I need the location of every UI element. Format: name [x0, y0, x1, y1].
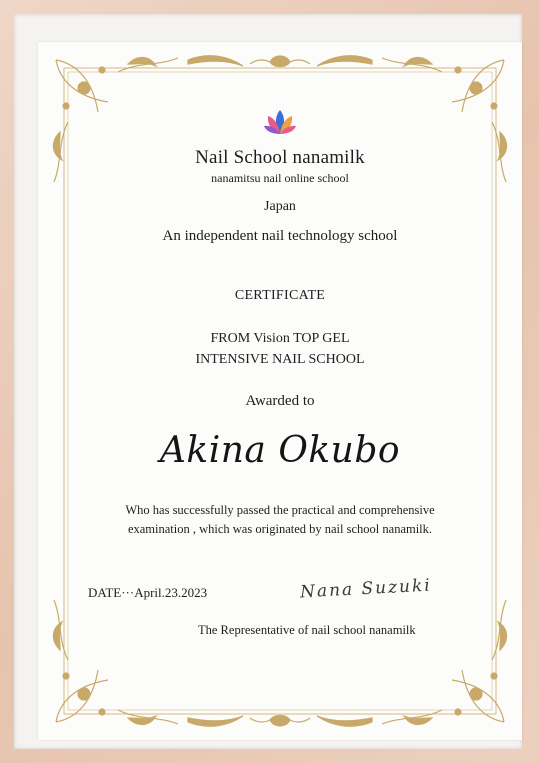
from-line-1: FROM Vision TOP GEL — [210, 331, 350, 346]
from-line-2: INTENSIVE NAIL SCHOOL — [195, 352, 365, 367]
awarded-to-label: Awarded to — [245, 393, 315, 409]
school-name: Nail School nanamilk — [195, 147, 365, 168]
description-line-2: examination , which was originated by nail school nanamilk. — [127, 522, 433, 536]
school-subname: nanamitsu nail online school — [211, 171, 349, 185]
issue-date: DATE···April.23.2023 — [88, 585, 208, 600]
description-line-1: Who has successfully passed the practical and comprehensive — [125, 503, 435, 517]
signature: Nana Suzuki — [299, 575, 433, 603]
certificate-title: CERTIFICATE — [234, 288, 326, 303]
country: Japan — [264, 199, 296, 214]
certificate-paper — [38, 42, 522, 740]
representative-label: The Representative of nail school nanamilk — [198, 623, 416, 637]
frame-mat — [14, 14, 522, 749]
tagline: An independent nail technology school — [162, 228, 398, 244]
lotus-logo-icon — [264, 108, 296, 136]
recipient-name: Akina Okubo — [159, 430, 401, 471]
